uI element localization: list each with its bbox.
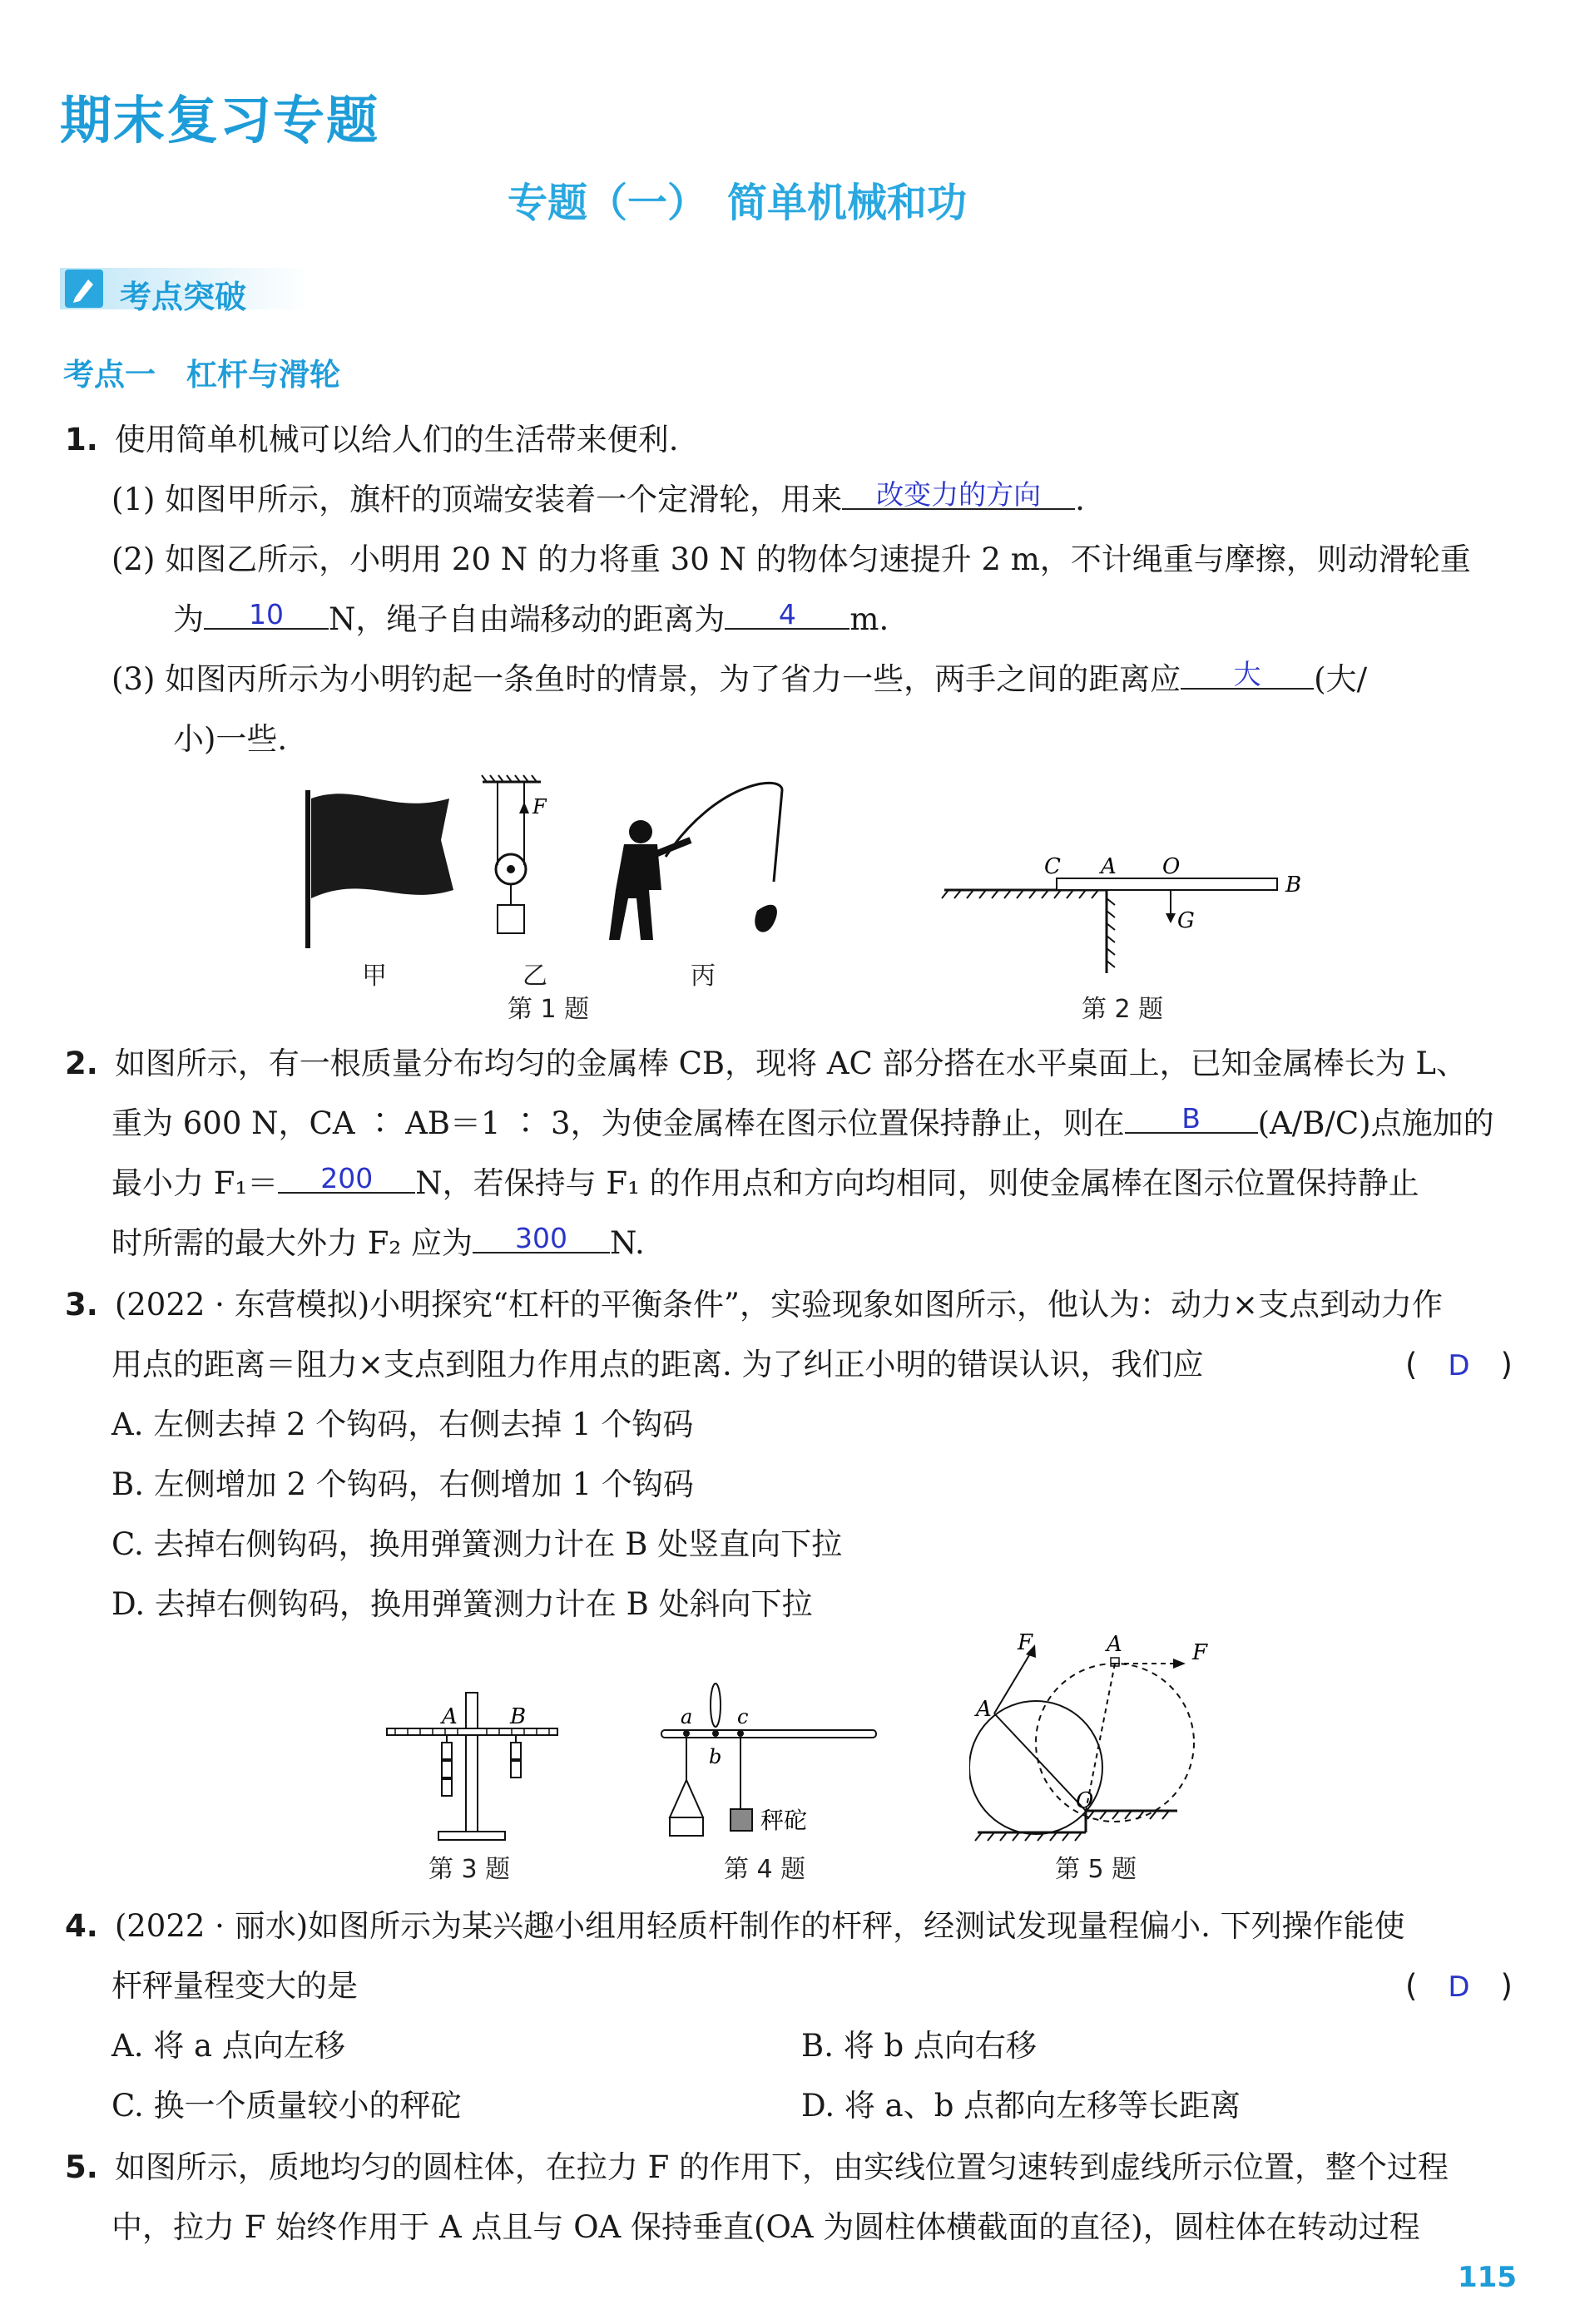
question-number: 3. bbox=[65, 1287, 98, 1323]
figure-1-label-bing: 丙 bbox=[691, 962, 716, 991]
q4-line1 bbox=[65, 1896, 1513, 1956]
chapter-title: 期末复习专题 bbox=[60, 90, 380, 151]
q3-option-b bbox=[65, 1455, 1513, 1515]
point-c-label: c bbox=[737, 1705, 749, 1728]
q1-part2-end: m. bbox=[849, 601, 889, 637]
point-O-label: O bbox=[1076, 1788, 1094, 1813]
q2-text3: 最小力 F₁＝ bbox=[111, 1165, 279, 1201]
q4-options-row2 bbox=[65, 2076, 1513, 2136]
point-B-label: B bbox=[510, 1704, 527, 1729]
answer-bracket: ( D ) bbox=[1404, 1347, 1513, 1382]
pen-edit-icon bbox=[63, 266, 110, 311]
topic-title: 专题（一） 简单机械和功 bbox=[508, 180, 968, 226]
q1-part1-text: (1) 如图甲所示，旗杆的顶端安装着一个定滑轮，用来 bbox=[111, 482, 843, 517]
question-number: 1. bbox=[65, 422, 98, 457]
q1-part3-end: (大/ bbox=[1314, 661, 1368, 697]
q2-line4 bbox=[65, 1214, 1513, 1273]
q5-text1: 如图所示，质地均匀的圆柱体，在拉力 F 的作用下，由实线位置匀速转到虚线所示位置，整个过程 bbox=[114, 2149, 1449, 2185]
q4-text2: 杆秤量程变大的是 bbox=[111, 1968, 358, 2004]
q2-text2-end: (A/B/C)点施加的 bbox=[1257, 1105, 1494, 1141]
flag-pole-image bbox=[308, 790, 453, 948]
figure-2 bbox=[936, 840, 1319, 998]
question-number: 4. bbox=[65, 1908, 98, 1944]
point-O-label: O bbox=[1162, 854, 1181, 879]
answer-choice: D bbox=[1448, 1970, 1470, 2004]
page-number: 115 bbox=[1458, 2261, 1517, 2294]
answer-text: 改变力的方向 bbox=[876, 478, 1042, 511]
q3-text2: 用点的距离＝阻力×支点到阻力作用点的距离. 为了纠正小明的错误认识，我们应 bbox=[111, 1347, 1204, 1382]
answer-blank bbox=[842, 475, 1075, 510]
figure-4 bbox=[657, 1680, 882, 1847]
answer-blank bbox=[725, 595, 849, 630]
q3-option-a bbox=[65, 1395, 1513, 1455]
q1-part2-mid: N，绳子自由端移动的距离为 bbox=[329, 601, 726, 637]
q4-line2 bbox=[65, 1956, 1513, 2016]
q1-stem: 使用简单机械可以给人们的生活带来便利. bbox=[114, 422, 679, 457]
option-text: D. 去掉右侧钩码，换用弹簧测力计在 B 处斜向下拉 bbox=[111, 1586, 813, 1622]
point-A-left-label: A bbox=[976, 1697, 992, 1722]
q2-line2 bbox=[65, 1094, 1513, 1154]
q1-part3-line2 bbox=[65, 710, 1513, 769]
q4-options-row1 bbox=[65, 2016, 1513, 2076]
figure-3 bbox=[379, 1680, 570, 1847]
metal-rod bbox=[1057, 878, 1277, 890]
q3-line1 bbox=[65, 1275, 1513, 1335]
question-1 bbox=[65, 410, 1513, 769]
q5-text2: 中，拉力 F 始终作用于 A 点且与 OA 保持垂直(OA 为圆柱体横截面的直径)，圆柱体在转动过程 bbox=[111, 2209, 1420, 2245]
figure-5 bbox=[969, 1626, 1244, 1851]
q5-line1 bbox=[65, 2138, 1513, 2198]
q3-option-d bbox=[65, 1575, 1513, 1634]
point-a-label: a bbox=[681, 1705, 693, 1728]
q1-part1-end: . bbox=[1075, 482, 1085, 517]
q1-part2-text2: 为 bbox=[173, 601, 204, 637]
answer-text: 大 bbox=[1233, 658, 1261, 690]
answer-text: 200 bbox=[320, 1162, 374, 1194]
figure-3-caption: 第 3 题 bbox=[428, 1855, 511, 1884]
section-badge bbox=[60, 265, 310, 313]
q2-text4: 时所需的最大外力 F₂ 应为 bbox=[111, 1225, 473, 1261]
q2-text2: 重为 600 N，CA ∶ AB＝1 ∶ 3，为使金属棒在图示位置保持静止，则在 bbox=[111, 1105, 1125, 1141]
answer-text: 4 bbox=[778, 598, 796, 630]
figure-4-caption: 第 4 题 bbox=[724, 1855, 806, 1884]
figure-2-caption: 第 2 题 bbox=[1082, 995, 1164, 1024]
question-number: 5. bbox=[65, 2149, 98, 2185]
q1-part3-text2: 小)一些. bbox=[173, 721, 288, 757]
q1-part2-text: (2) 如图乙所示，小明用 20 N 的力将重 30 N 的物体匀速提升 2 m，不计绳重与摩擦，则动滑轮重 bbox=[111, 541, 1471, 577]
force-F-right-label: F bbox=[1192, 1640, 1208, 1665]
point-A-top-label: A bbox=[1107, 1632, 1122, 1657]
q1-part2 bbox=[65, 530, 1513, 590]
answer-choice: D bbox=[1448, 1349, 1470, 1382]
point-b-label: b bbox=[709, 1745, 722, 1768]
option-text: C. 去掉右侧钩码，换用弹簧测力计在 B 处竖直向下拉 bbox=[111, 1526, 843, 1562]
answer-blank bbox=[473, 1219, 610, 1253]
figure-5-caption: 第 5 题 bbox=[1055, 1855, 1137, 1884]
answer-text: 300 bbox=[515, 1222, 568, 1254]
point-A-label: A bbox=[442, 1704, 458, 1729]
q4-text1: (2022 · 丽水)如图所示为某兴趣小组用轻质杆制作的杆秤，经测试发现量程偏小. 下列操作能使 bbox=[114, 1908, 1405, 1944]
figure-1-label-yi: 乙 bbox=[523, 962, 547, 991]
answer-blank bbox=[1125, 1099, 1258, 1134]
force-F-left-label: F bbox=[1018, 1630, 1033, 1655]
q3-text1: (2022 · 东营模拟)小明探究“杠杆的平衡条件”，实验现象如图所示，他认为：动力×支点到动力作 bbox=[114, 1287, 1443, 1323]
q2-text4-end: N. bbox=[610, 1225, 645, 1261]
answer-bracket: ( D ) bbox=[1404, 1968, 1513, 2004]
q1-part2-line2 bbox=[65, 590, 1513, 650]
option-text: D. 将 a、b 点都向左移等长距离 bbox=[801, 2088, 1241, 2124]
figure-1-label-jia: 甲 bbox=[362, 962, 387, 991]
answer-text: B bbox=[1181, 1102, 1201, 1135]
point-B-label: B bbox=[1285, 873, 1302, 897]
q1-part3 bbox=[65, 650, 1513, 710]
subsection-title: 考点一 杠杆与滑轮 bbox=[63, 357, 340, 393]
q2-line3 bbox=[65, 1154, 1513, 1214]
question-3 bbox=[65, 1275, 1513, 1634]
q3-option-c bbox=[65, 1515, 1513, 1575]
section-badge-label: 考点突破 bbox=[120, 279, 247, 315]
gravity-G-label: G bbox=[1177, 908, 1195, 933]
answer-blank bbox=[204, 595, 329, 630]
option-text: A. 将 a 点向左移 bbox=[111, 2028, 345, 2064]
force-label: F bbox=[532, 795, 547, 818]
option-text: B. 将 b 点向右移 bbox=[801, 2028, 1037, 2064]
option-text: C. 换一个质量较小的秤砣 bbox=[111, 2088, 462, 2124]
option-text: B. 左侧增加 2 个钩码，右侧增加 1 个钩码 bbox=[111, 1466, 694, 1502]
q3-line2 bbox=[65, 1335, 1513, 1395]
answer-blank bbox=[1181, 655, 1314, 690]
question-4 bbox=[65, 1896, 1513, 2136]
q2-text1: 如图所示，有一根质量分布均匀的金属棒 CB，现将 AC 部分搭在水平桌面上，已知金属棒长为 L、 bbox=[114, 1046, 1467, 1081]
fisherman-image bbox=[609, 783, 782, 940]
point-A-label: A bbox=[1101, 854, 1117, 879]
weight-label: 秤砣 bbox=[760, 1807, 808, 1834]
q1-part3-text: (3) 如图丙所示为小明钓起一条鱼时的情景，为了省力一些，两手之间的距离应 bbox=[111, 661, 1181, 697]
q1-part1 bbox=[65, 470, 1513, 530]
option-text: A. 左侧去掉 2 个钩码，右侧去掉 1 个钩码 bbox=[111, 1407, 694, 1442]
pulley-image bbox=[482, 775, 547, 933]
question-number: 2. bbox=[65, 1046, 98, 1081]
question-2 bbox=[65, 1034, 1513, 1273]
point-C-label: C bbox=[1044, 854, 1061, 879]
q5-line2 bbox=[65, 2198, 1513, 2257]
question-5 bbox=[65, 2138, 1513, 2257]
answer-blank bbox=[278, 1159, 415, 1194]
q1-stem-line bbox=[65, 410, 1513, 470]
figure-1-caption: 第 1 题 bbox=[508, 995, 590, 1024]
q2-line1 bbox=[65, 1034, 1513, 1094]
answer-text: 10 bbox=[249, 598, 284, 630]
q2-text3-end: N，若保持与 F₁ 的作用点和方向均相同，则使金属棒在图示位置保持静止 bbox=[415, 1165, 1419, 1201]
